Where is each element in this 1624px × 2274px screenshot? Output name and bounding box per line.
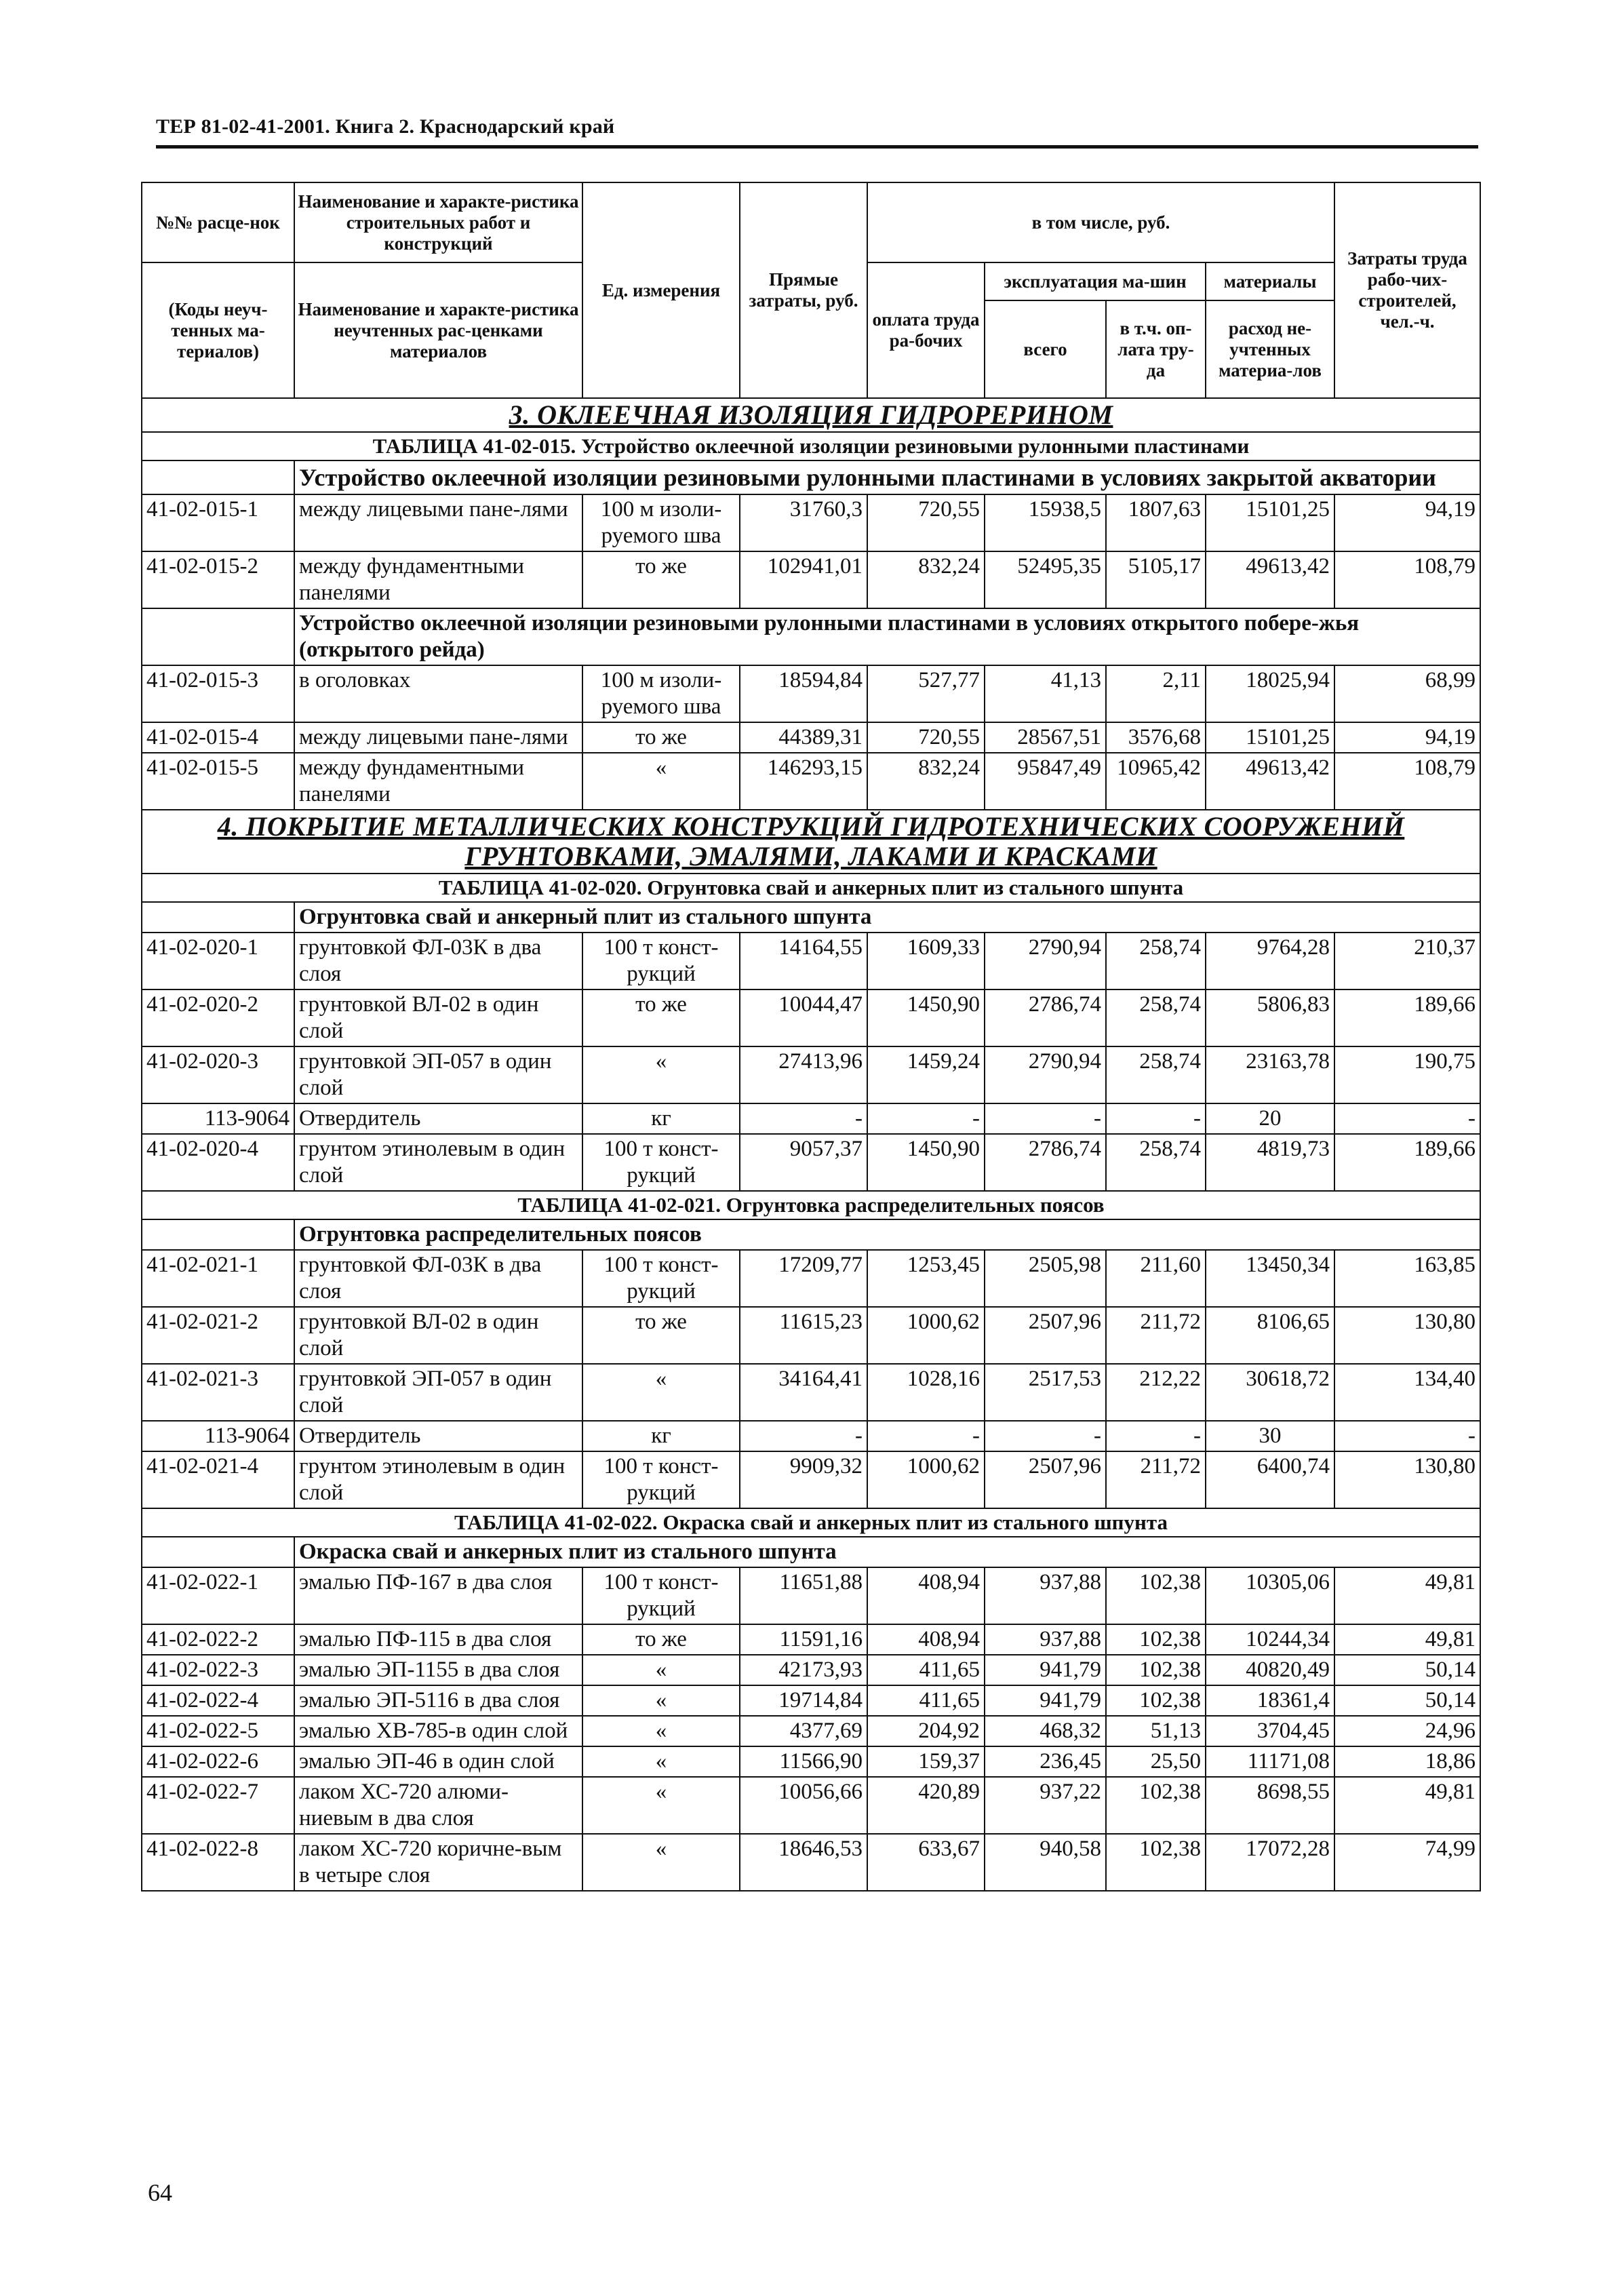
- unit: кг: [582, 1103, 740, 1134]
- header-material-name: Наименование и характе-ристика неучтенных рас-ценками материалов: [294, 262, 582, 398]
- rate-code: 41-02-015-2: [142, 551, 294, 608]
- labor-pay: 1450,90: [867, 1134, 985, 1191]
- machines-total: 2517,53: [985, 1364, 1106, 1421]
- materials: 8106,65: [1206, 1307, 1334, 1364]
- labor-hours: 210,37: [1334, 933, 1480, 989]
- rate-row: [142, 1046, 1480, 1103]
- machines-total: 41,13: [985, 665, 1106, 722]
- unit: 100 т конст-рукций: [582, 1134, 740, 1191]
- labor-hours: 130,80: [1334, 1307, 1480, 1364]
- rate-code: 41-02-015-3: [142, 665, 294, 722]
- header-direct-costs: Прямые затраты, руб.: [740, 182, 867, 398]
- machines-labor: 102,38: [1106, 1685, 1206, 1716]
- machines-labor: 5105,17: [1106, 551, 1206, 608]
- machines-labor: 51,13: [1106, 1716, 1206, 1746]
- materials: 40820,49: [1206, 1655, 1334, 1685]
- direct-costs: 4377,69: [740, 1716, 867, 1746]
- subtitle-spacer: [142, 1537, 294, 1567]
- rate-code: 41-02-020-4: [142, 1134, 294, 1191]
- machines-labor: 3576,68: [1106, 722, 1206, 753]
- header-code: №№ расце-нок: [142, 182, 294, 262]
- header-work-name: Наименование и характе-ристика строительных работ и конструкций: [294, 182, 582, 262]
- labor-pay: 1459,24: [867, 1046, 985, 1103]
- machines-total: 2507,96: [985, 1451, 1106, 1508]
- labor-hours: -: [1334, 1421, 1480, 1451]
- work-name: Отвердитель: [294, 1421, 582, 1451]
- header-rule: [156, 145, 1478, 149]
- direct-costs: 27413,96: [740, 1046, 867, 1103]
- machines-total: 28567,51: [985, 722, 1106, 753]
- subtable-title: Окраска свай и анкерных плит из стального шпунта: [294, 1537, 1480, 1567]
- rate-code: 41-02-021-4: [142, 1451, 294, 1508]
- unit: то же: [582, 1624, 740, 1655]
- machines-total: 52495,35: [985, 551, 1106, 608]
- machines-total: 937,88: [985, 1567, 1106, 1624]
- machines-labor: 258,74: [1106, 989, 1206, 1046]
- material-row: [142, 1103, 1480, 1134]
- rate-code: 41-02-022-5: [142, 1716, 294, 1746]
- machines-labor: 258,74: [1106, 1134, 1206, 1191]
- subtitle-spacer: [142, 460, 294, 494]
- rate-row: [142, 1624, 1480, 1655]
- direct-costs: 42173,93: [740, 1655, 867, 1685]
- work-name: между фундаментными панелями: [294, 753, 582, 810]
- subtable-title: Устройство оклеечной изоляции резиновыми рулонными пластинами в условиях закрытой акватории: [294, 460, 1480, 494]
- unit: 100 м изоли-руемого шва: [582, 494, 740, 551]
- page-number: 64: [148, 2179, 172, 2206]
- rate-row: [142, 665, 1480, 722]
- materials: 9764,28: [1206, 933, 1334, 989]
- rate-row: [142, 1567, 1480, 1624]
- materials: 8698,55: [1206, 1777, 1334, 1834]
- machines-total: 95847,49: [985, 753, 1106, 810]
- machines-total: -: [985, 1421, 1106, 1451]
- labor-pay: 159,37: [867, 1746, 985, 1777]
- labor-hours: 130,80: [1334, 1451, 1480, 1508]
- rate-row: [142, 1250, 1480, 1307]
- labor-pay: 411,65: [867, 1655, 985, 1685]
- unit: «: [582, 1716, 740, 1746]
- materials: 20: [1206, 1103, 1334, 1134]
- subtable-title: Огрунтовка распределительных поясов: [294, 1219, 1480, 1250]
- labor-pay: 408,94: [867, 1624, 985, 1655]
- machines-labor: 211,72: [1106, 1451, 1206, 1508]
- materials: 30: [1206, 1421, 1334, 1451]
- labor-pay: 720,55: [867, 722, 985, 753]
- labor-pay: 1253,45: [867, 1250, 985, 1307]
- materials: 49613,42: [1206, 753, 1334, 810]
- materials: 18025,94: [1206, 665, 1334, 722]
- labor-pay: 633,67: [867, 1834, 985, 1891]
- materials: 11171,08: [1206, 1746, 1334, 1777]
- labor-hours: 163,85: [1334, 1250, 1480, 1307]
- table-title: ТАБЛИЦА 41-02-015. Устройство оклеечной изоляции резиновыми рулонными пластинами: [142, 432, 1480, 460]
- unit: «: [582, 1364, 740, 1421]
- labor-hours: 49,81: [1334, 1624, 1480, 1655]
- header-machines-labor: в т.ч. оп-лата тру-да: [1106, 300, 1206, 398]
- work-name: грунтом этинолевым в один слой: [294, 1451, 582, 1508]
- table-title: ТАБЛИЦА 41-02-020. Огрунтовка свай и анкерных плит из стального шпунта: [142, 874, 1480, 902]
- labor-hours: 49,81: [1334, 1567, 1480, 1624]
- materials: 15101,25: [1206, 494, 1334, 551]
- direct-costs: 102941,01: [740, 551, 867, 608]
- labor-pay: 204,92: [867, 1716, 985, 1746]
- materials: 3704,45: [1206, 1716, 1334, 1746]
- machines-total: 2790,94: [985, 933, 1106, 989]
- labor-pay: 832,24: [867, 753, 985, 810]
- machines-labor: 102,38: [1106, 1655, 1206, 1685]
- unit: кг: [582, 1421, 740, 1451]
- direct-costs: 10044,47: [740, 989, 867, 1046]
- header-materials-unaccounted: расход не-учтенных материа-лов: [1206, 300, 1334, 398]
- rate-code: 41-02-022-2: [142, 1624, 294, 1655]
- rate-code: 41-02-022-3: [142, 1655, 294, 1685]
- materials: 17072,28: [1206, 1834, 1334, 1891]
- unit: то же: [582, 722, 740, 753]
- materials: 4819,73: [1206, 1134, 1334, 1191]
- labor-hours: -: [1334, 1103, 1480, 1134]
- work-name: между фундаментными панелями: [294, 551, 582, 608]
- direct-costs: 11566,90: [740, 1746, 867, 1777]
- unit: «: [582, 1746, 740, 1777]
- table-title: ТАБЛИЦА 41-02-022. Окраска свай и анкерных плит из стального шпунта: [142, 1508, 1480, 1537]
- rates-table: [141, 182, 1481, 1891]
- labor-hours: 74,99: [1334, 1834, 1480, 1891]
- materials: 18361,4: [1206, 1685, 1334, 1716]
- direct-costs: 146293,15: [740, 753, 867, 810]
- labor-pay: 832,24: [867, 551, 985, 608]
- rate-code: 41-02-022-7: [142, 1777, 294, 1834]
- labor-pay: -: [867, 1103, 985, 1134]
- direct-costs: 31760,3: [740, 494, 867, 551]
- labor-hours: 50,14: [1334, 1685, 1480, 1716]
- rate-code: 41-02-022-1: [142, 1567, 294, 1624]
- direct-costs: 18646,53: [740, 1834, 867, 1891]
- machines-total: 468,32: [985, 1716, 1106, 1746]
- labor-hours: 94,19: [1334, 494, 1480, 551]
- machines-labor: 211,60: [1106, 1250, 1206, 1307]
- unit: 100 т конст-рукций: [582, 1250, 740, 1307]
- header-labor-hours: Затраты труда рабо-чих-строителей, чел.-ч.: [1334, 182, 1480, 398]
- machines-labor: 258,74: [1106, 1046, 1206, 1103]
- materials: 10244,34: [1206, 1624, 1334, 1655]
- work-name: эмалью ЭП-5116 в два слоя: [294, 1685, 582, 1716]
- rate-code: 41-02-021-1: [142, 1250, 294, 1307]
- direct-costs: 11591,16: [740, 1624, 867, 1655]
- direct-costs: 17209,77: [740, 1250, 867, 1307]
- machines-labor: 211,72: [1106, 1307, 1206, 1364]
- work-name: эмалью ПФ-167 в два слоя: [294, 1567, 582, 1624]
- machines-labor: 212,22: [1106, 1364, 1206, 1421]
- labor-pay: 527,77: [867, 665, 985, 722]
- rate-code: 41-02-020-2: [142, 989, 294, 1046]
- header-labor-pay: оплата труда ра-бочих: [867, 262, 985, 398]
- rate-row: [142, 1451, 1480, 1508]
- machines-total: 940,58: [985, 1834, 1106, 1891]
- rate-row: [142, 989, 1480, 1046]
- rate-row: [142, 1307, 1480, 1364]
- work-name: грунтовкой ФЛ-03К в два слоя: [294, 933, 582, 989]
- labor-hours: 94,19: [1334, 722, 1480, 753]
- machines-labor: -: [1106, 1421, 1206, 1451]
- rate-code: 41-02-015-5: [142, 753, 294, 810]
- labor-pay: 420,89: [867, 1777, 985, 1834]
- header-materials: материалы: [1206, 262, 1334, 300]
- rate-code: 41-02-021-2: [142, 1307, 294, 1364]
- labor-pay: 720,55: [867, 494, 985, 551]
- direct-costs: 9909,32: [740, 1451, 867, 1508]
- machines-labor: 102,38: [1106, 1567, 1206, 1624]
- machines-labor: -: [1106, 1103, 1206, 1134]
- rate-row: [142, 753, 1480, 810]
- unit: 100 т конст-рукций: [582, 933, 740, 989]
- rate-row: [142, 1777, 1480, 1834]
- direct-costs: 34164,41: [740, 1364, 867, 1421]
- unit: «: [582, 1046, 740, 1103]
- work-name: эмалью ХВ-785-в один слой: [294, 1716, 582, 1746]
- labor-pay: 411,65: [867, 1685, 985, 1716]
- running-head: ТЕР 81-02-41-2001. Книга 2. Краснодарский край: [156, 115, 615, 138]
- machines-labor: 2,11: [1106, 665, 1206, 722]
- materials: 15101,25: [1206, 722, 1334, 753]
- materials: 6400,74: [1206, 1451, 1334, 1508]
- subtitle-spacer: [142, 1219, 294, 1250]
- labor-pay: 1028,16: [867, 1364, 985, 1421]
- machines-total: 937,88: [985, 1624, 1106, 1655]
- work-name: эмалью ЭП-1155 в два слоя: [294, 1655, 582, 1685]
- labor-hours: 68,99: [1334, 665, 1480, 722]
- labor-hours: 49,81: [1334, 1777, 1480, 1834]
- work-name: грунтовкой ВЛ-02 в один слой: [294, 989, 582, 1046]
- header-machines: эксплуатация ма-шин: [985, 262, 1206, 300]
- work-name: между лицевыми пане-лями: [294, 494, 582, 551]
- direct-costs: 44389,31: [740, 722, 867, 753]
- rate-row: [142, 494, 1480, 551]
- machines-labor: 25,50: [1106, 1746, 1206, 1777]
- rate-code: 41-02-020-3: [142, 1046, 294, 1103]
- machines-total: 15938,5: [985, 494, 1106, 551]
- rate-row: [142, 1834, 1480, 1891]
- work-name: грунтом этинолевым в один слой: [294, 1134, 582, 1191]
- unit: то же: [582, 1307, 740, 1364]
- header-unit: Ед. измерения: [582, 182, 740, 398]
- unit: 100 м изоли-руемого шва: [582, 665, 740, 722]
- machines-total: 941,79: [985, 1655, 1106, 1685]
- machines-total: 2786,74: [985, 1134, 1106, 1191]
- rate-row: [142, 1655, 1480, 1685]
- labor-pay: 1000,62: [867, 1451, 985, 1508]
- direct-costs: -: [740, 1421, 867, 1451]
- labor-hours: 108,79: [1334, 753, 1480, 810]
- work-name: грунтовкой ЭП-057 в один слой: [294, 1364, 582, 1421]
- work-name: Отвердитель: [294, 1103, 582, 1134]
- work-name: в оголовках: [294, 665, 582, 722]
- machines-total: 2505,98: [985, 1250, 1106, 1307]
- work-name: между лицевыми пане-лями: [294, 722, 582, 753]
- materials: 49613,42: [1206, 551, 1334, 608]
- rate-code: 41-02-015-1: [142, 494, 294, 551]
- direct-costs: 18594,84: [740, 665, 867, 722]
- labor-pay: 1450,90: [867, 989, 985, 1046]
- machines-labor: 102,38: [1106, 1777, 1206, 1834]
- unit: 100 т конст-рукций: [582, 1567, 740, 1624]
- labor-hours: 50,14: [1334, 1655, 1480, 1685]
- header-material-code: (Коды неуч-тенных ма-териалов): [142, 262, 294, 398]
- direct-costs: 9057,37: [740, 1134, 867, 1191]
- rate-code: 41-02-022-4: [142, 1685, 294, 1716]
- materials: 30618,72: [1206, 1364, 1334, 1421]
- rate-code: 41-02-015-4: [142, 722, 294, 753]
- unit: «: [582, 1834, 740, 1891]
- material-row: [142, 1421, 1480, 1451]
- rate-code: 41-02-022-8: [142, 1834, 294, 1891]
- unit: 100 т конст-рукций: [582, 1451, 740, 1508]
- rate-row: [142, 722, 1480, 753]
- labor-hours: 24,96: [1334, 1716, 1480, 1746]
- labor-pay: 1000,62: [867, 1307, 985, 1364]
- materials: 23163,78: [1206, 1046, 1334, 1103]
- direct-costs: 11651,88: [740, 1567, 867, 1624]
- labor-pay: -: [867, 1421, 985, 1451]
- work-name: грунтовкой ЭП-057 в один слой: [294, 1046, 582, 1103]
- rate-code: 41-02-021-3: [142, 1364, 294, 1421]
- labor-hours: 108,79: [1334, 551, 1480, 608]
- work-name: лаком ХС-720 коричне-вым в четыре слоя: [294, 1834, 582, 1891]
- unit: «: [582, 1777, 740, 1834]
- rate-row: [142, 1746, 1480, 1777]
- labor-pay: 1609,33: [867, 933, 985, 989]
- rate-code: 41-02-022-6: [142, 1746, 294, 1777]
- work-name: грунтовкой ФЛ-03К в два слоя: [294, 1250, 582, 1307]
- rate-row: [142, 933, 1480, 989]
- rate-row: [142, 551, 1480, 608]
- labor-hours: 189,66: [1334, 989, 1480, 1046]
- machines-total: 937,22: [985, 1777, 1106, 1834]
- rate-code: 41-02-020-1: [142, 933, 294, 989]
- labor-hours: 189,66: [1334, 1134, 1480, 1191]
- table-title: ТАБЛИЦА 41-02-021. Огрунтовка распределительных поясов: [142, 1191, 1480, 1219]
- subtable-title: Огрунтовка свай и анкерный плит из стального шпунта: [294, 902, 1480, 933]
- machines-labor: 102,38: [1106, 1834, 1206, 1891]
- direct-costs: 10056,66: [740, 1777, 867, 1834]
- work-name: эмалью ЭП-46 в один слой: [294, 1746, 582, 1777]
- materials: 13450,34: [1206, 1250, 1334, 1307]
- labor-hours: 18,86: [1334, 1746, 1480, 1777]
- direct-costs: 14164,55: [740, 933, 867, 989]
- section-title: 4. ПОКРЫТИЕ МЕТАЛЛИЧЕСКИХ КОНСТРУКЦИЙ ГИДРОТЕХНИЧЕСКИХ СООРУЖЕНИЙ ГРУНТОВКАМИ, ЭМАЛЯМИ, ЛАКАМИ И КРАСКАМИ: [142, 810, 1480, 874]
- labor-hours: 190,75: [1334, 1046, 1480, 1103]
- materials: 5806,83: [1206, 989, 1334, 1046]
- section-title: 3. ОКЛЕЕЧНАЯ ИЗОЛЯЦИЯ ГИДРОРЕРИНОМ: [142, 398, 1480, 432]
- machines-total: 2507,96: [985, 1307, 1106, 1364]
- header-machines-total: всего: [985, 300, 1106, 398]
- rate-code: 113-9064: [142, 1421, 294, 1451]
- machines-total: 2786,74: [985, 989, 1106, 1046]
- unit: «: [582, 1685, 740, 1716]
- direct-costs: 19714,84: [740, 1685, 867, 1716]
- machines-labor: 10965,42: [1106, 753, 1206, 810]
- unit: то же: [582, 551, 740, 608]
- machines-labor: 1807,63: [1106, 494, 1206, 551]
- unit: «: [582, 1655, 740, 1685]
- work-name: грунтовкой ВЛ-02 в один слой: [294, 1307, 582, 1364]
- rate-row: [142, 1716, 1480, 1746]
- machines-total: -: [985, 1103, 1106, 1134]
- labor-hours: 134,40: [1334, 1364, 1480, 1421]
- rate-row: [142, 1685, 1480, 1716]
- unit: «: [582, 753, 740, 810]
- machines-total: 941,79: [985, 1685, 1106, 1716]
- header-incl: в том числе, руб.: [867, 182, 1334, 262]
- labor-pay: 408,94: [867, 1567, 985, 1624]
- machines-labor: 102,38: [1106, 1624, 1206, 1655]
- unit: то же: [582, 989, 740, 1046]
- rate-row: [142, 1134, 1480, 1191]
- rate-row: [142, 1364, 1480, 1421]
- machines-total: 236,45: [985, 1746, 1106, 1777]
- machines-labor: 258,74: [1106, 933, 1206, 989]
- subtitle-spacer: [142, 902, 294, 933]
- machines-total: 2790,94: [985, 1046, 1106, 1103]
- rate-code: 113-9064: [142, 1103, 294, 1134]
- materials: 10305,06: [1206, 1567, 1334, 1624]
- work-name: лаком ХС-720 алюми-ниевым в два слоя: [294, 1777, 582, 1834]
- direct-costs: 11615,23: [740, 1307, 867, 1364]
- subtable-title: Устройство оклеечной изоляции резиновыми рулонными пластинами в условиях открытого побере-жья (открытого рейда): [294, 608, 1480, 665]
- direct-costs: -: [740, 1103, 867, 1134]
- subtitle-spacer: [142, 608, 294, 665]
- work-name: эмалью ПФ-115 в два слоя: [294, 1624, 582, 1655]
